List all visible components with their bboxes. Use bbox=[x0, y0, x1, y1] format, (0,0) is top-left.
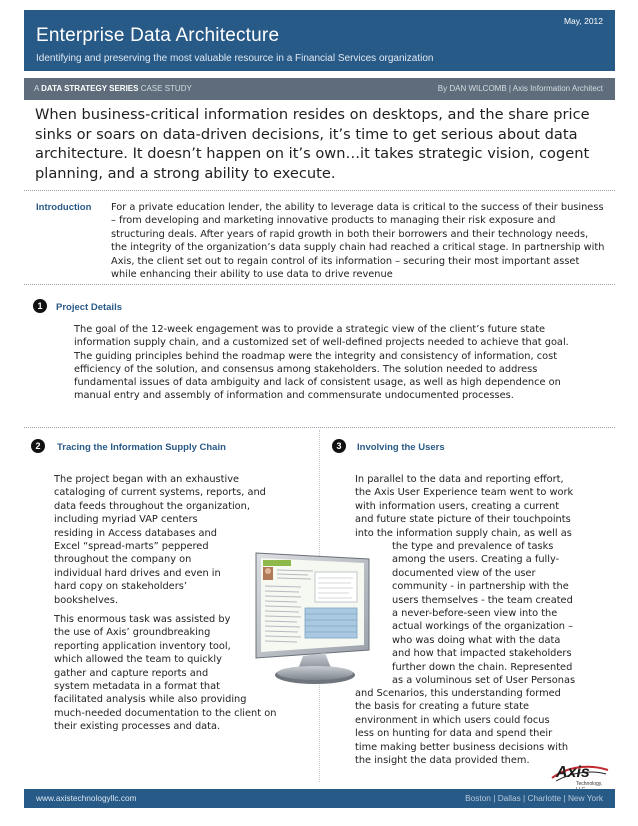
lead-paragraph: When business-critical information resides on desktops, and the share price sinks or soars on data-driven decisions, it’s time to get serious about data architecture. It doesn’t happen on it’s own…it takes strategic vision, cogent planning, and a strong ability to execute. bbox=[35, 106, 590, 183]
text-line: the type and prevalence of tasks bbox=[392, 541, 554, 552]
introduction-label: Introduction bbox=[36, 202, 92, 213]
text-line: into the information supply chain, as well as bbox=[355, 527, 572, 539]
text-line: as a voluminous set of User Personas bbox=[392, 675, 576, 687]
text-line: the insight the data provided them. bbox=[355, 755, 530, 767]
text-line: less on hunting for data and spend their bbox=[355, 728, 553, 740]
text-line: cataloging of current systems, reports, and bbox=[54, 487, 266, 499]
text-line: facilitated analysis while also providing bbox=[54, 694, 247, 706]
footer-bar bbox=[24, 789, 615, 808]
supply-chain-heading: Tracing the Information Supply Chain bbox=[57, 442, 226, 453]
text-line: much-needed documentation to the client on bbox=[54, 707, 277, 719]
series-suffix: CASE STUDY bbox=[138, 84, 192, 93]
text-line: among the users. Creating a fully- bbox=[392, 554, 560, 566]
text-line: and how that impacted stakeholders bbox=[392, 648, 572, 660]
text-line: throughout the company on bbox=[54, 554, 192, 566]
text-line: the basis for creating a future state bbox=[355, 701, 529, 713]
text-line: community - in partnership with the bbox=[392, 581, 569, 593]
text-line: including myriad VAP centers bbox=[54, 514, 198, 526]
text-line: time making better business decisions with bbox=[355, 741, 569, 753]
website-link[interactable]: www.axistechnologyllc.com bbox=[36, 793, 137, 803]
text-line: In parallel to the data and reporting effort, bbox=[355, 474, 564, 485]
section-number-1: 1 bbox=[33, 299, 47, 313]
text-line: and Scenarios, this understanding formed bbox=[355, 688, 561, 699]
text-line: bookshelves. bbox=[54, 594, 118, 606]
text-line: with information users, creating a current bbox=[355, 500, 560, 512]
text-line: users themselves - the team created bbox=[392, 594, 573, 606]
divider bbox=[24, 427, 615, 428]
series-bar bbox=[24, 78, 615, 100]
text-line: data feeds throughout the organization, bbox=[54, 500, 250, 512]
series-label bbox=[34, 84, 192, 93]
axis-logo bbox=[550, 762, 610, 790]
text-line: further down the chain. Represented bbox=[392, 661, 573, 673]
text-line: and future state picture of their touchpoints bbox=[355, 514, 571, 526]
text-line: The project began with an exhaustive bbox=[54, 474, 240, 485]
text-line: documented view of the user bbox=[392, 567, 536, 579]
text-line: gather and capture reports and bbox=[54, 667, 209, 679]
text-line: the use of Axis’ groundbreaking bbox=[54, 627, 211, 639]
series-prefix: A bbox=[34, 84, 42, 93]
author-byline: By DAN WILCOMB | Axis Information Architect bbox=[437, 84, 603, 93]
document-title: Enterprise Data Architecture bbox=[36, 25, 280, 46]
users-paragraph-wrapped bbox=[392, 540, 618, 687]
logo-subtitle: Technology, bbox=[576, 781, 603, 787]
text-line: residing in Access databases and bbox=[54, 527, 217, 539]
divider bbox=[24, 190, 615, 191]
project-details-heading: Project Details bbox=[56, 302, 122, 313]
text-line: who was doing what with the data bbox=[392, 634, 561, 646]
text-line: environment in which users could focus bbox=[355, 714, 550, 726]
users-paragraph-bottom bbox=[355, 687, 617, 767]
users-paragraph-top bbox=[355, 473, 617, 540]
office-locations: Boston | Dallas | Charlotte | New York bbox=[465, 793, 603, 803]
text-line: hard copy on stakeholders’ bbox=[54, 581, 187, 593]
divider bbox=[24, 284, 615, 285]
text-line: system metadata in a format that bbox=[54, 681, 220, 693]
text-line: individual hard drives and even in bbox=[54, 567, 221, 579]
document-subtitle: Identifying and preserving the most valuable resource in a Financial Services organization bbox=[36, 53, 434, 64]
header-banner bbox=[24, 10, 615, 71]
text-line: which allowed the team to quickly bbox=[54, 654, 222, 666]
monitor-illustration bbox=[253, 550, 386, 687]
introduction-text: For a private education lender, the ability to leverage data is critical to the success of their business – from developing and marketing innovative products to managing their risk exposure and structuring deals. After years of rapid growth in both their borrowers and their technology needs, the integrity of the organization’s data supply chain had reached a critical stage. In partnership with Axis, the client set out to regain control of its information – securing their most important asset while enhancing their ability to use data to drive revenue bbox=[111, 202, 605, 281]
users-heading: Involving the Users bbox=[357, 442, 445, 453]
text-line: reporting application inventory tool, bbox=[54, 640, 231, 652]
series-name: DATA STRATEGY SERIES bbox=[41, 84, 139, 93]
section-number-2: 2 bbox=[31, 439, 45, 453]
logo-wordmark: Axis bbox=[556, 764, 590, 781]
text-line: a never-before-seen view into the bbox=[392, 608, 558, 620]
publication-date: May, 2012 bbox=[563, 16, 603, 26]
text-line: actual workings of the organization – bbox=[392, 621, 574, 633]
section-number-3: 3 bbox=[332, 439, 346, 453]
project-details-text: The goal of the 12-week engagement was to provide a strategic view of the client’s future state information supply chain, and a customized set of well-defined projects needed to achieve that goal. The guiding principles behind the roadmap were the integrity and consistency of information, cost efficiency of the solution, and consensus among stakeholders. The solution needed to address fundamental issues of data ambiguity and lack of consistent usage, as well as high dependence on manual entry and assembly of information and commensurate undocumented processes. bbox=[74, 324, 569, 402]
text-line: their existing processes and data. bbox=[54, 721, 221, 733]
text-line: This enormous task was assisted by bbox=[54, 614, 231, 625]
text-line: Excel “spread-marts” peppered bbox=[54, 541, 209, 553]
text-line: the Axis User Experience team went to work bbox=[355, 487, 574, 499]
